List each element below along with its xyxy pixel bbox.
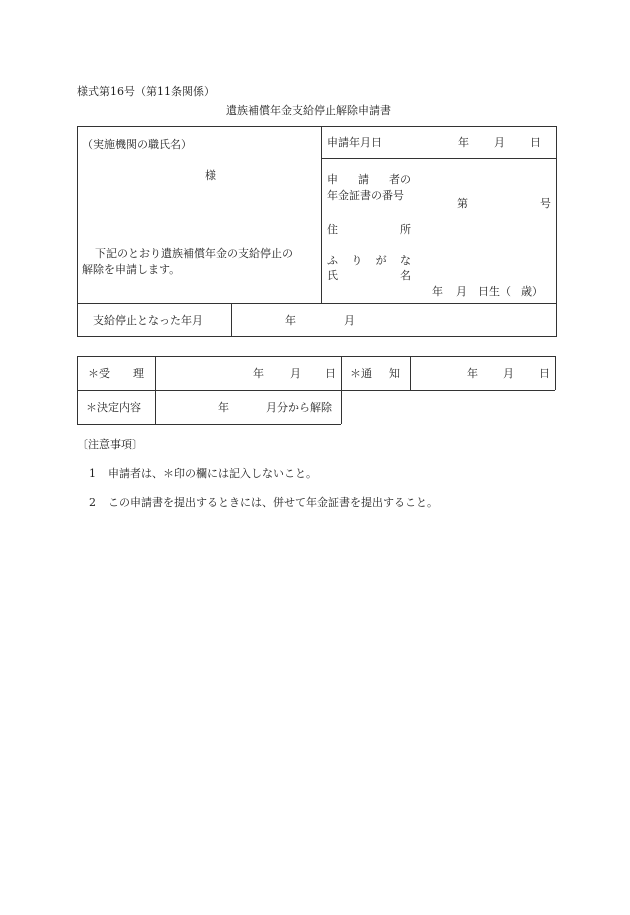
receipt-label: ＊受 理 xyxy=(88,367,144,380)
receipt-month: 月 xyxy=(290,367,301,380)
decision-month-text: 月分から解除 xyxy=(266,401,332,414)
name-label: 氏 名 xyxy=(327,269,411,282)
form-number: 様式第16号（第11条関係） xyxy=(77,85,215,98)
certificate-suffix[interactable]: 号 xyxy=(540,197,551,210)
table-divider xyxy=(77,303,557,304)
application-date-month[interactable]: 月 xyxy=(494,136,505,149)
honorific: 様 xyxy=(205,169,216,182)
office-table-border xyxy=(555,356,556,390)
notice-year: 年 xyxy=(467,367,478,380)
application-date-year[interactable]: 年 xyxy=(458,136,469,149)
certificate-prefix[interactable]: 第 xyxy=(457,197,468,210)
suspension-month[interactable]: 月 xyxy=(344,314,355,327)
notice-label: ＊通 知 xyxy=(350,367,400,380)
office-table-border xyxy=(77,356,555,357)
birth-day[interactable]: 日生（ xyxy=(478,285,511,298)
note-1-text: 申請者は、＊印の欄には記入しないこと。 xyxy=(108,467,317,480)
office-table-border xyxy=(77,356,78,424)
birth-year[interactable]: 年 xyxy=(432,285,443,298)
notice-day: 日 xyxy=(539,367,550,380)
age[interactable]: 歳） xyxy=(521,285,543,298)
notes-heading: 〔注意事項〕 xyxy=(77,438,143,451)
request-text-line2: 解除を申請します。 xyxy=(82,263,181,276)
suspension-label: 支給停止となった年月 xyxy=(93,314,203,327)
application-date-label: 申請年月日 xyxy=(327,136,382,149)
note-2-text: この申請書を提出するときには、併せて年金証書を提出すること。 xyxy=(108,496,438,509)
suspension-year[interactable]: 年 xyxy=(285,314,296,327)
table-divider xyxy=(321,158,557,159)
certificate-label-line2: 年金証書の番号 xyxy=(327,189,404,202)
form-title: 遺族補償年金支給停止解除申請書 xyxy=(226,104,391,117)
furigana-label: ふ り が な xyxy=(327,254,411,267)
office-table-border xyxy=(77,424,341,425)
office-table-border xyxy=(77,390,555,391)
address-label: 住 所 xyxy=(327,223,411,236)
office-table-border xyxy=(155,356,156,424)
receipt-day: 日 xyxy=(325,367,336,380)
agency-label: （実施機関の職氏名） xyxy=(82,138,192,151)
office-table-border xyxy=(341,356,342,424)
application-date-day[interactable]: 日 xyxy=(530,136,541,149)
notice-month: 月 xyxy=(503,367,514,380)
decision-label: ＊決定内容 xyxy=(86,401,141,414)
office-table-border xyxy=(410,356,411,390)
birth-month[interactable]: 月 xyxy=(456,285,467,298)
note-2-number: 2 xyxy=(89,496,96,509)
request-text-line1: 下記のとおり遺族補償年金の支給停止の xyxy=(95,247,293,260)
certificate-label-line1: 申 請 者の xyxy=(327,173,411,186)
decision-year: 年 xyxy=(218,401,229,414)
table-divider xyxy=(321,126,322,303)
receipt-year: 年 xyxy=(253,367,264,380)
table-divider xyxy=(231,303,232,337)
note-1-number: 1 xyxy=(89,467,96,480)
